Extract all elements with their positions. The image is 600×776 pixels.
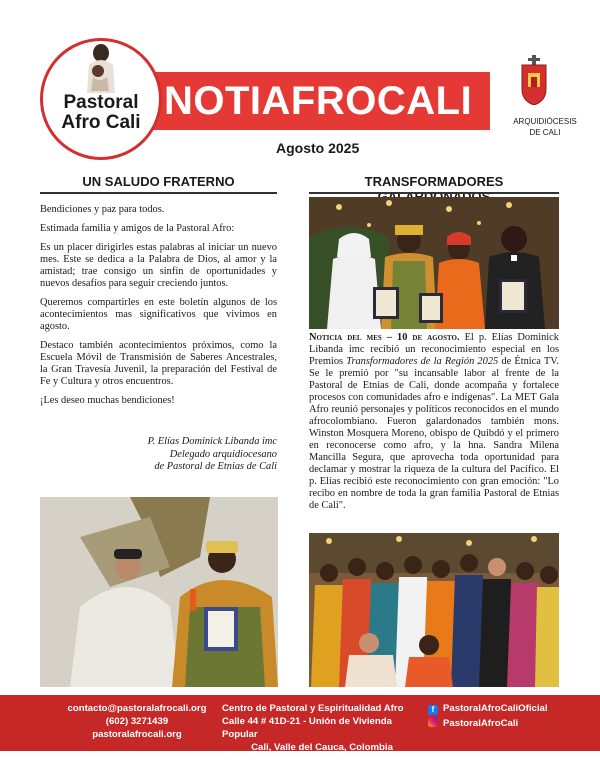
letter-paragraph: Bendiciones y paz para todos.: [40, 204, 165, 215]
instagram-icon: [428, 717, 438, 727]
footer-social-column: [428, 702, 598, 730]
logo-line-2: Afro Cali: [61, 112, 141, 133]
facebook-icon: f: [428, 705, 438, 715]
greeting-letter: [40, 204, 277, 414]
article-text-1: El p. Elías Dominick Libanda imc recibió un reconocimiento especial en los Premios: [309, 332, 559, 367]
instagram-link[interactable]: [428, 717, 598, 730]
article-award-name: Transformadores de la Región 2025: [346, 356, 499, 367]
footer-contact-column: [67, 702, 207, 741]
instagram-handle: PastoralAfroCali: [443, 718, 519, 729]
left-heading-rule: [40, 192, 277, 194]
newsletter-title: NOTIAFROCALI: [164, 79, 473, 123]
letter-paragraph: Queremos compartirles en este boletín algunos de los acontecimientos mas significativos que vivimos en agosto.: [40, 297, 277, 332]
letter-paragraph: ¡Les deseo muchas bendiciones!: [40, 395, 175, 406]
group-photo-art: [309, 533, 559, 687]
letter-paragraph: Destaco también acontecimientos próximos, como la Escuela Móvil de Transmisión de Saberes Ancestrales, la Gran Travesía Juvenil, la preparación del Festival de Fe y Cultura y otros encuentros.: [40, 340, 277, 387]
madonna-child-icon: [83, 43, 119, 93]
honorees-photo: [309, 197, 559, 329]
footer-contact-bar: [0, 695, 600, 751]
article-text-2: de Étnica TV. Se le premió por "su incansable labor al frente de la Pastoral de Etnias de Cali, donde acompaña y fortalece procesos con comunidades afro e indígenas". La MET Gala Afro reunió personajes y políticos reconocidos en el mundo afrocolombiano. Fueron galardonados también mons. Winston Mosquera Moreno, obispo de Quibdó y el primero en reconocerse como afro, y la hna. Sandra Milena Mancilla Segura, que aprovecha toda oportunidad para declamar y mostrar la riqueza de la cultura del Pacífico. El p. Elías recibió este reconocimiento con gran emoción: "Lo recibo en nombre de toda la gran familia Pastoral de Etnias de Cali".: [309, 356, 559, 511]
award-article: [309, 332, 559, 512]
contact-website[interactable]: pastoralafrocali.org: [92, 729, 182, 740]
logo-text: [43, 93, 159, 133]
facebook-link[interactable]: [428, 702, 598, 715]
archdiocese-shield-icon: [514, 55, 554, 105]
letter-paragraph: Estimada familia y amigos de la Pastoral Afro:: [40, 223, 235, 234]
contact-email[interactable]: contacto@pastoralafrocali.org: [67, 703, 207, 714]
award-handover-photo-art: [40, 497, 278, 687]
group-photo: [309, 533, 559, 687]
signature-name: P. Elías Dominick Libanda imc: [147, 436, 277, 447]
article-lead: Noticia del mes – 10 de agosto.: [309, 332, 460, 343]
award-handover-photo: [40, 497, 278, 687]
right-section-heading: TRANSFORMADORES: [364, 174, 504, 189]
newsletter-title-banner: [150, 72, 490, 130]
signature-role: Delegado arquidiocesano: [169, 448, 277, 460]
logo-line-1: Pastoral: [63, 92, 139, 113]
center-city: Cali, Valle del Cauca, Colombia: [251, 742, 393, 753]
letter-paragraph: Es un placer dirigirles estas palabras al iniciar un nuevo mes. Este se dedica a la Palabra de Dios, al amor y la amistad; trae consigo un sinfín de oportunidades y nuevos desafíos para seguir creciendo juntos.: [40, 242, 277, 289]
archdiocese-line-2: DE CALI: [529, 128, 561, 137]
signature-office: de Pastoral de Etnias de Cali: [154, 461, 277, 472]
footer-address-column: [222, 702, 422, 754]
center-address: Calle 44 # 41D-21 - Unión de Vivienda Popular: [222, 716, 392, 740]
archdiocese-label: [500, 116, 590, 138]
honorees-photo-art: [309, 197, 559, 329]
facebook-handle: PastoralAfroCaliOficial: [443, 703, 548, 714]
right-heading-rule: [309, 192, 559, 194]
contact-phone: (602) 3271439: [105, 716, 169, 727]
pastoral-afro-cali-logo: [40, 38, 162, 160]
letter-signature: [40, 436, 277, 474]
issue-date: Agosto 2025: [276, 140, 360, 156]
archdiocese-line-1: ARQUIDIÓCESIS: [513, 117, 577, 126]
center-name: Centro de Pastoral y Espiritualidad Afro: [222, 703, 404, 714]
left-section-heading: UN SALUDO FRATERNO: [82, 174, 235, 189]
